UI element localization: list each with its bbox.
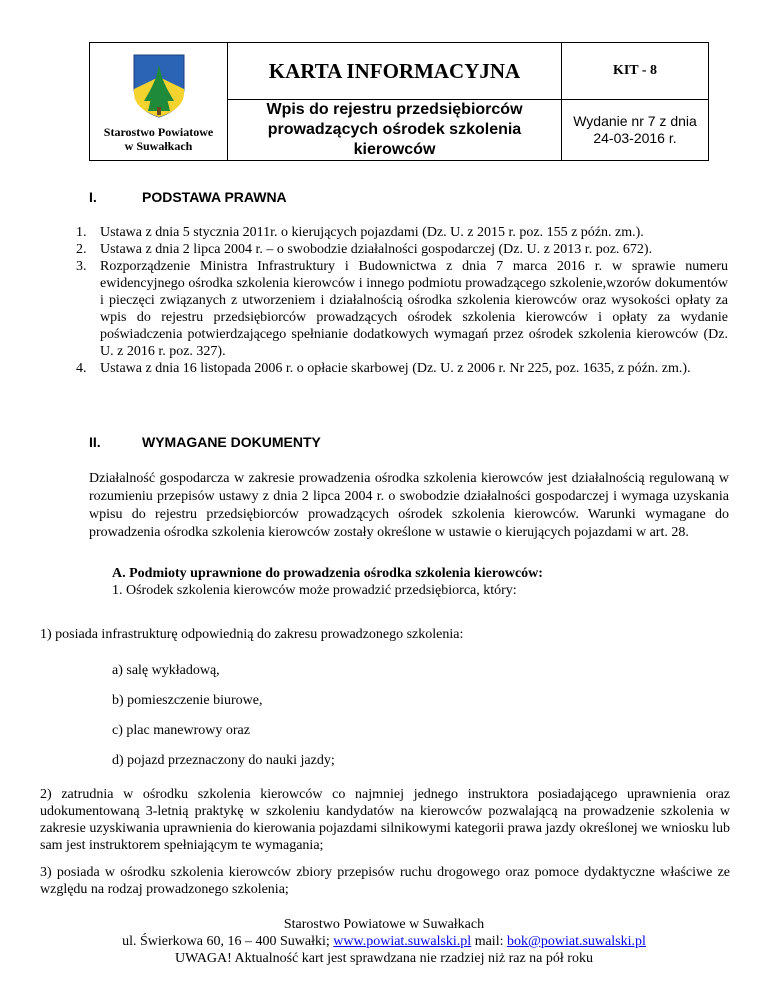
subsection-a-heading: A. Podmioty uprawnione do prowadzenia ośrodka szkolenia kierowców: (112, 566, 543, 581)
website-link[interactable]: www.powiat.suwalski.pl (333, 934, 472, 949)
email-link[interactable]: bok@powiat.suwalski.pl (506, 934, 646, 949)
logo-cell (90, 43, 228, 161)
org-name: Starostwo Powiatowe w Suwałkach (103, 124, 214, 153)
subsection-a-intro: 1. Ośrodek szkolenia kierowców może prowadzić przedsiębiorca, który: (112, 583, 517, 598)
list-item: 2. Ustawa z dnia 2 lipca 2004 r. – o swobodzie działalności gospodarczej (Dz. U. z 2013 r. poz. 672). (76, 242, 653, 257)
requirement-1d: d) pojazd przeznaczony do nauki jazdy; (112, 753, 335, 768)
card-subject: Wpis do rejestru przedsiębiorców prowadzących ośrodek szkolenia kierowców (228, 100, 562, 161)
list-item: 3. Rozporządzenie Ministra Infrastruktury i Budownictwa z dnia 7 marca 2016 r. w sprawie numeru ewidencyjnego ośrodka szkolenia kierowców i innego podmiotu prowadzącego szkolenie,wzorów dokumentów i pieczęci związanych z utworzeniem i działalnością ośrodka szkolenia kierowców oraz wysokości opłaty za wpis do rejestru przedsiębiorców prowadzących ośrodek szkolenia kierowców i opłaty za wydanie poświadczenia potwierdzającego spełnianie dodatkowych wymagań przez ośrodek szkolenia kierowców (Dz. U. z 2016 r. poz. 327). (76, 259, 728, 359)
coat-of-arms-icon (130, 53, 188, 119)
requirement-1c: c) plac manewrowy oraz (112, 723, 250, 738)
requirement-2: 2) zatrudnia w ośrodku szkolenia kierowców co najmniej jednego instruktora posiadającego uprawnienia oraz udokumentowaną 3-letnią praktykę w szkoleniu kandydatów na kierowców pozwalającą na prowadzenie szkolenia w zakresie uzyskiwania uprawnienia do kierowania pojazdami silnikowymi kategorii prawa jazdy określonej we wniosku lub sam jest instruktorem spełniającym te wymagania; (40, 787, 730, 853)
header-table (89, 42, 709, 161)
card-code: KIT - 8 (562, 43, 709, 100)
footer: Starostwo Powiatowe w Suwałkach ul. Świerkowa 60, 16 – 400 Suwałki; www.powiat.suwalski.pl mail: bok@powiat.suwalski.pl UWAGA! Aktualność kart jest sprawdzana nie rzadziej niż raz na pół roku (122, 917, 646, 966)
requirement-1b: b) pomieszczenie biurowe, (112, 693, 263, 708)
list-item: 4. Ustawa z dnia 16 listopada 2006 r. o opłacie skarbowej (Dz. U. z 2006 r. Nr 225, poz. 1635, z późn. zm.). (76, 361, 691, 376)
requirement-1: 1) posiada infrastrukturę odpowiednią do zakresu prowadzonego szkolenia: (40, 627, 464, 642)
legal-basis-list (76, 224, 728, 377)
section-2-intro: Działalność gospodarcza w zakresie prowadzenia ośrodka szkolenia kierowców jest działalnością regulowaną w rozumieniu przepisów ustawy z dnia 2 lipca 2004 r. o swobodzie działalności gospodarczej i wymaga uzyskania wpisu do rejestru przedsiębiorców prowadzących ośrodek szkolenia kierowców. Warunki wymagane do prowadzenia ośrodka szkolenia kierowców zostały określone w ustawie o kierujących pojazdami w art. 28. (89, 471, 729, 540)
edition-info: Wydanie nr 7 z dnia 24-03-2016 r. (562, 100, 709, 161)
list-item: 1. Ustawa z dnia 5 stycznia 2011r. o kierujących pojazdami (Dz. U. z 2015 r. poz. 155 z późn. zm.). (76, 225, 644, 240)
card-title: KARTA INFORMACYJNA (228, 43, 562, 100)
requirement-3: 3) posiada w ośrodku szkolenia kierowców zbiory przepisów ruchu drogowego oraz pomoce dydaktyczne właściwe ze względu na rodzaj prowadzonego szkolenia; (40, 865, 730, 897)
requirement-1a: a) salę wykładową, (112, 663, 220, 678)
